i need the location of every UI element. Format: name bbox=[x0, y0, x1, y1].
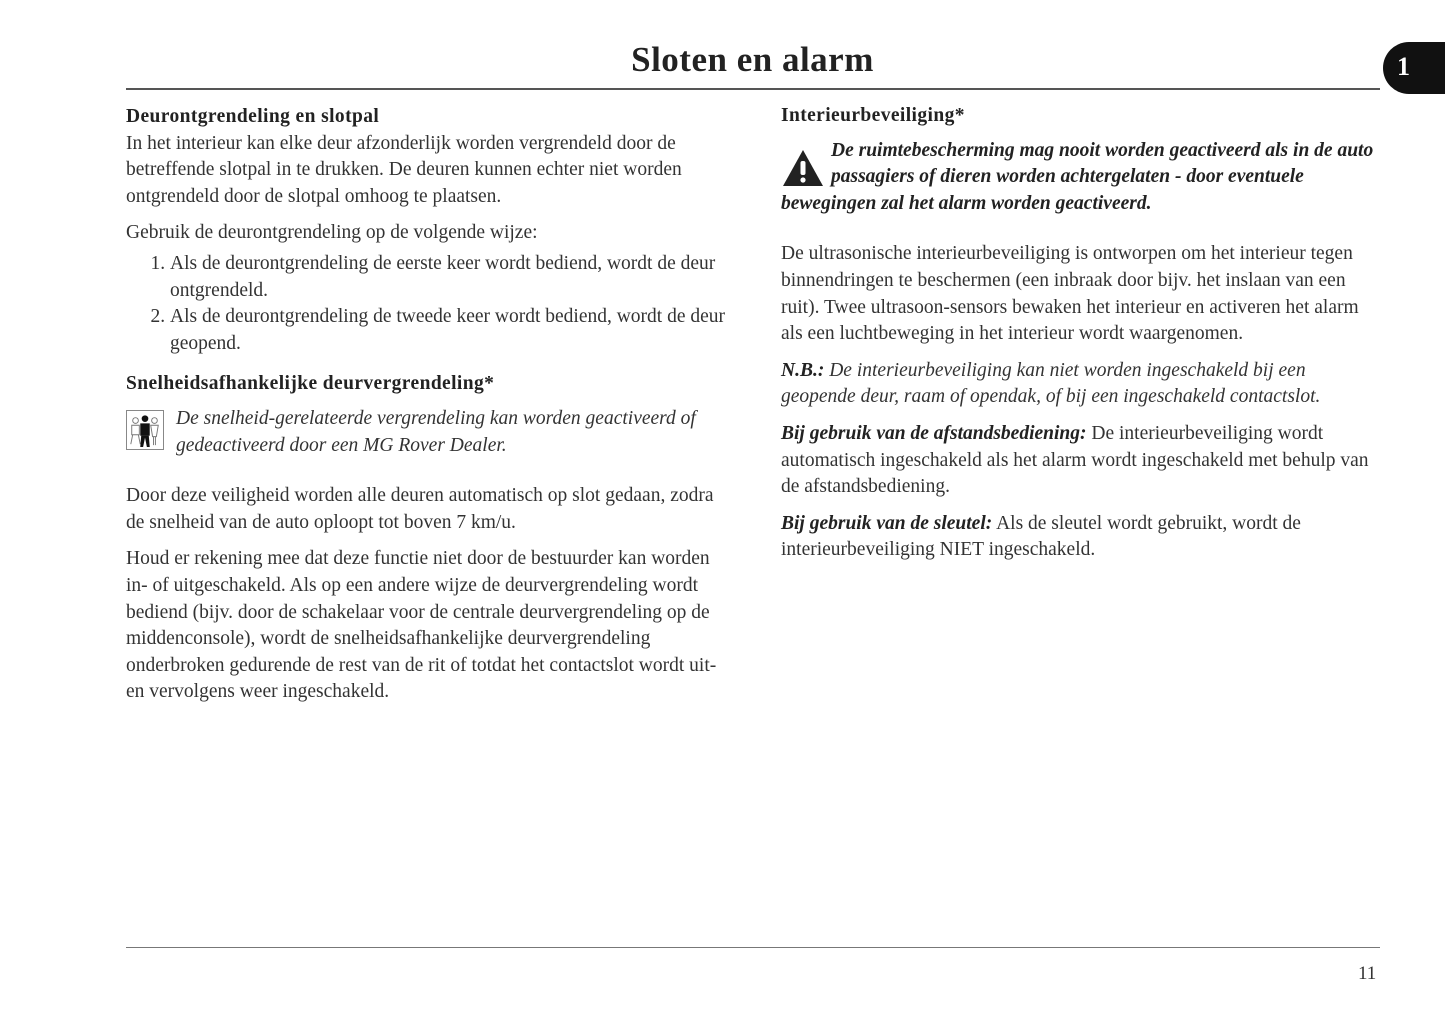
paragraph: Houd er rekening mee dat deze functie niet door de bestuurder kan worden in- of uitgeschakeld. Als op een andere wijze de deurvergrendeling wordt bediend (bijv. door de schakelaar voor de centrale deurvergrendeling op de middenconsole), wordt de snelheidsafhankelijke deurvergrendeling onderbroken gedurende de rest van de rit of totdat het contactslot wordt uit- en vervolgens weer ingeschakeld. bbox=[126, 548, 717, 703]
paragraph: De ultrasonische interieurbeveiliging is ontworpen om het interieur tegen binnendringen te beschermen (een inbraak door bijv. het inslaan van een ruit). Twee ultrasoon-sensors bewaken het interieur en activeren het alarm als een luchtbeweging in het interieur wordt waargenomen. bbox=[781, 243, 1359, 345]
key-paragraph bbox=[781, 511, 1381, 564]
list-item: 2. Als de deurontgrendeling de tweede keer wordt bediend, wordt de deur geopend. bbox=[170, 304, 726, 357]
key-label: Bij gebruik van de sleutel: bbox=[781, 512, 993, 534]
steps-list bbox=[126, 251, 726, 357]
warning-icon bbox=[781, 146, 825, 190]
key-text: Als de sleutel wordt gebruikt, wordt de interieurbeveiliging NIET ingeschakeld. bbox=[781, 512, 1301, 561]
warning-box bbox=[781, 138, 1381, 218]
nb-label: N.B.: bbox=[781, 359, 825, 381]
nb-text: De interieurbeveiliging kan niet worden ingeschakeld bij een geopende deur, raam of opendak, of bij een ingeschakeld contactslot. bbox=[781, 359, 1321, 408]
chapter-tab bbox=[1383, 42, 1445, 94]
header-rule bbox=[126, 88, 1380, 90]
section-heading-interior-protection: Interieurbeveiliging* bbox=[781, 105, 965, 126]
page-number: 11 bbox=[1358, 963, 1377, 984]
dealer-people-icon bbox=[126, 410, 164, 450]
page-title: Sloten en alarm bbox=[631, 40, 874, 79]
remote-text: De interieurbeveiliging wordt automatisch ingeschakeld als het alarm wordt ingeschakeld met behulp van de afstandsbediening. bbox=[781, 422, 1369, 498]
paragraph: Gebruik de deurontgrendeling op de volgende wijze: bbox=[126, 222, 538, 244]
section-heading-speed-lock: Snelheidsafhankelijke deurvergrendeling* bbox=[126, 373, 495, 395]
warning-text: De ruimtebescherming mag nooit worden geactiveerd als in de auto passagiers of dieren worden achtergelaten - door eventuele bewegingen zal het alarm worden geactiveerd. bbox=[781, 139, 1374, 214]
paragraph: In het interieur kan elke deur afzonderlijk worden vergrendeld door de betreffende slotpal in te drukken. De deuren kunnen echter niet worden ontgrendeld door de slotpal omhoog te plaatsen. bbox=[126, 132, 682, 207]
chapter-number: 1 bbox=[1397, 52, 1410, 81]
remote-paragraph bbox=[781, 421, 1381, 501]
footer-rule bbox=[126, 947, 1380, 948]
paragraph: Door deze veiligheid worden alle deuren automatisch op slot gedaan, zodra de snelheid van de auto oploopt tot boven 7 km/u. bbox=[126, 485, 714, 533]
note-text: De snelheid-gerelateerde vergrendeling kan worden geactiveerd of gedeactiveerd door een MG Rover Dealer. bbox=[176, 407, 696, 456]
dealer-note bbox=[126, 406, 726, 459]
section-heading-door-unlock: Deurontgrendeling en slotpal bbox=[126, 106, 380, 127]
left-column bbox=[126, 104, 726, 716]
remote-label: Bij gebruik van de afstandsbediening: bbox=[781, 422, 1087, 444]
nb-paragraph bbox=[781, 358, 1381, 411]
list-item: 1. Als de deurontgrendeling de eerste keer wordt bediend, wordt de deur ontgrendeld. bbox=[170, 251, 726, 304]
right-column bbox=[781, 103, 1381, 574]
